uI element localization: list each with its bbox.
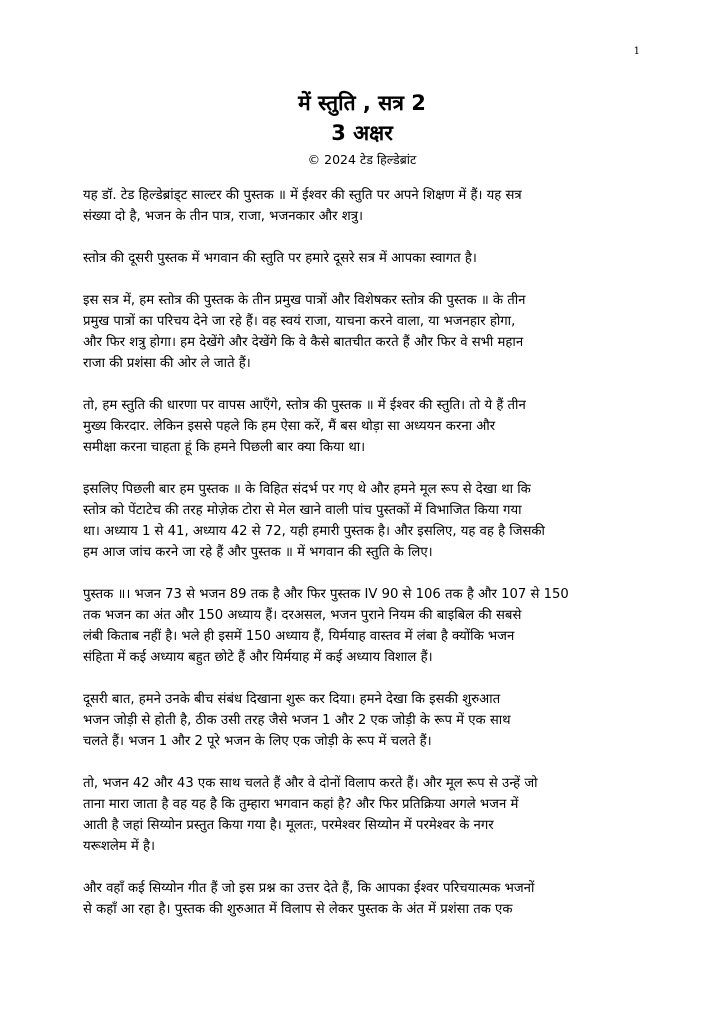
- text-line: आती है जहां सिय्योन प्रस्तुत किया गया है। मूलतः, परमेश्वर सिय्योन में परमेश्वर के नगर: [83, 818, 494, 833]
- text-line: चलते हैं। भजन 1 और 2 पूरे भजन के लिए एक जोड़ी के रूप में चलते हैं।: [83, 734, 432, 749]
- text-line: पुस्तक ॥। भजन 73 से भजन 89 तक है और फिर पुस्तक IV 90 से 106 तक है और 107 से 150: [83, 587, 569, 602]
- paragraph: [83, 395, 649, 458]
- text-line: प्रमुख पात्रों का परिचय देने जा रहे हैं। वह स्वयं राजा, याचना करने वाला, या भजनहार होगा,: [83, 314, 516, 329]
- text-line: संहिता में कई अध्याय बहुत छोटे हैं और यिर्मयाह में कई अध्याय विशाल हैं।: [83, 650, 433, 665]
- text-line: दूसरी बात, हमने उनके बीच संबंध दिखाना शुरू कर दिया। हमने देखा कि इसकी शुरुआत: [83, 692, 501, 707]
- paragraph: [83, 878, 649, 920]
- text-line: और वहाँ कई सिय्योन गीत हैं जो इस प्रश्न का उत्तर देते हैं, कि आपका ईश्वर परिचयात्मक भजनों: [83, 881, 535, 896]
- paragraph: [83, 290, 649, 374]
- text-line: से कहाँ आ रहा है। पुस्तक की शुरुआत में विलाप से लेकर पुस्तक के अंत में प्रशंसा तक एक: [83, 902, 513, 917]
- text-line: यरूशलेम में है।: [83, 839, 155, 854]
- page-number: 1: [633, 46, 640, 57]
- text-line: था। अध्याय 1 से 41, अध्याय 42 से 72, यही हमारी पुस्तक है। और इसलिए, यह वह है जिसकी: [83, 524, 545, 539]
- text-line: स्तोत्र को पेंटाटेच की तरह मोज़ेक टोरा से मेल खाने वाली पांच पुस्तकों में विभाजित किया गया: [83, 503, 522, 518]
- text-line: ताना मारा जाता है वह यह है कि तुम्हारा भगवान कहां है? और फिर प्रतिक्रिया अगले भजन में: [83, 797, 519, 812]
- paragraph: [83, 773, 649, 857]
- text-line: मुख्य किरदार. लेकिन इससे पहले कि हम ऐसा करें, मैं बस थोड़ा सा अध्ययन करना और: [83, 419, 496, 434]
- text-line: और फिर शत्रु होगा। हम देखेंगे और देखेंगे कि वे कैसे बातचीत करते हैं और फिर वे सभी महान: [83, 335, 524, 350]
- body-text: [83, 185, 649, 941]
- paragraph: [83, 185, 649, 227]
- text-line: इस सत्र में, हम स्तोत्र की पुस्तक के तीन प्रमुख पात्रों और विशेषकर स्तोत्र की पुस्तक ॥ के तीन: [83, 293, 526, 308]
- document-title: में स्तुति , सत्र 2: [298, 91, 426, 115]
- paragraph: [83, 584, 649, 668]
- text-line: समीक्षा करना चाहता हूं कि हमने पिछली बार क्या किया था।: [83, 440, 366, 455]
- copyright-notice: © 2024 टेड हिल्डेब्रांट: [307, 152, 417, 167]
- paragraph: [83, 248, 649, 269]
- title-block: [0, 88, 724, 170]
- text-line: लंबी किताब नहीं है। भले ही इसमें 150 अध्याय हैं, यिर्मयाह वास्तव में लंबा है क्योंकि भजन: [83, 629, 515, 644]
- text-line: तक भजन का अंत और 150 अध्याय हैं। दरअसल, भजन पुराने नियम की बाइबिल की सबसे: [83, 608, 522, 623]
- paragraph: [83, 689, 649, 752]
- paragraph: [83, 479, 649, 563]
- text-line: हम आज जांच करने जा रहे हैं और पुस्तक ॥ में भगवान की स्तुति के लिए।: [83, 545, 433, 560]
- text-line: यह डॉ. टेड हिल्डेब्रांड्ट साल्टर की पुस्तक ॥ में ईश्वर की स्तुति पर अपने शिक्षण में हैं। यह सत्र: [83, 188, 522, 203]
- text-line: तो, हम स्तुति की धारणा पर वापस आएँगे, स्तोत्र की पुस्तक ॥ में ईश्वर की स्तुति। तो ये हैं तीन: [83, 398, 526, 413]
- text-line: तो, भजन 42 और 43 एक साथ चलते हैं और वे दोनों विलाप करते हैं। और मूल रूप से उन्हें जो: [83, 776, 538, 791]
- text-line: इसलिए पिछली बार हम पुस्तक ॥ के विहित संदर्भ पर गए थे और हमने मूल रूप से देखा था कि: [83, 482, 531, 497]
- text-line: भजन जोड़ी से होती है, ठीक उसी तरह जैसे भजन 1 और 2 एक जोड़ी के रूप में एक साथ: [83, 713, 511, 728]
- text-line: संख्या दो है, भजन के तीन पात्र, राजा, भजनकार और शत्रु।: [83, 209, 363, 224]
- text-line: राजा की प्रशंसा की ओर ले जाते हैं।: [83, 356, 251, 371]
- document-subtitle: 3 अक्षर: [331, 121, 393, 145]
- text-line: स्तोत्र की दूसरी पुस्तक में भगवान की स्तुति पर हमारे दूसरे सत्र में आपका स्वागत है।: [83, 251, 477, 266]
